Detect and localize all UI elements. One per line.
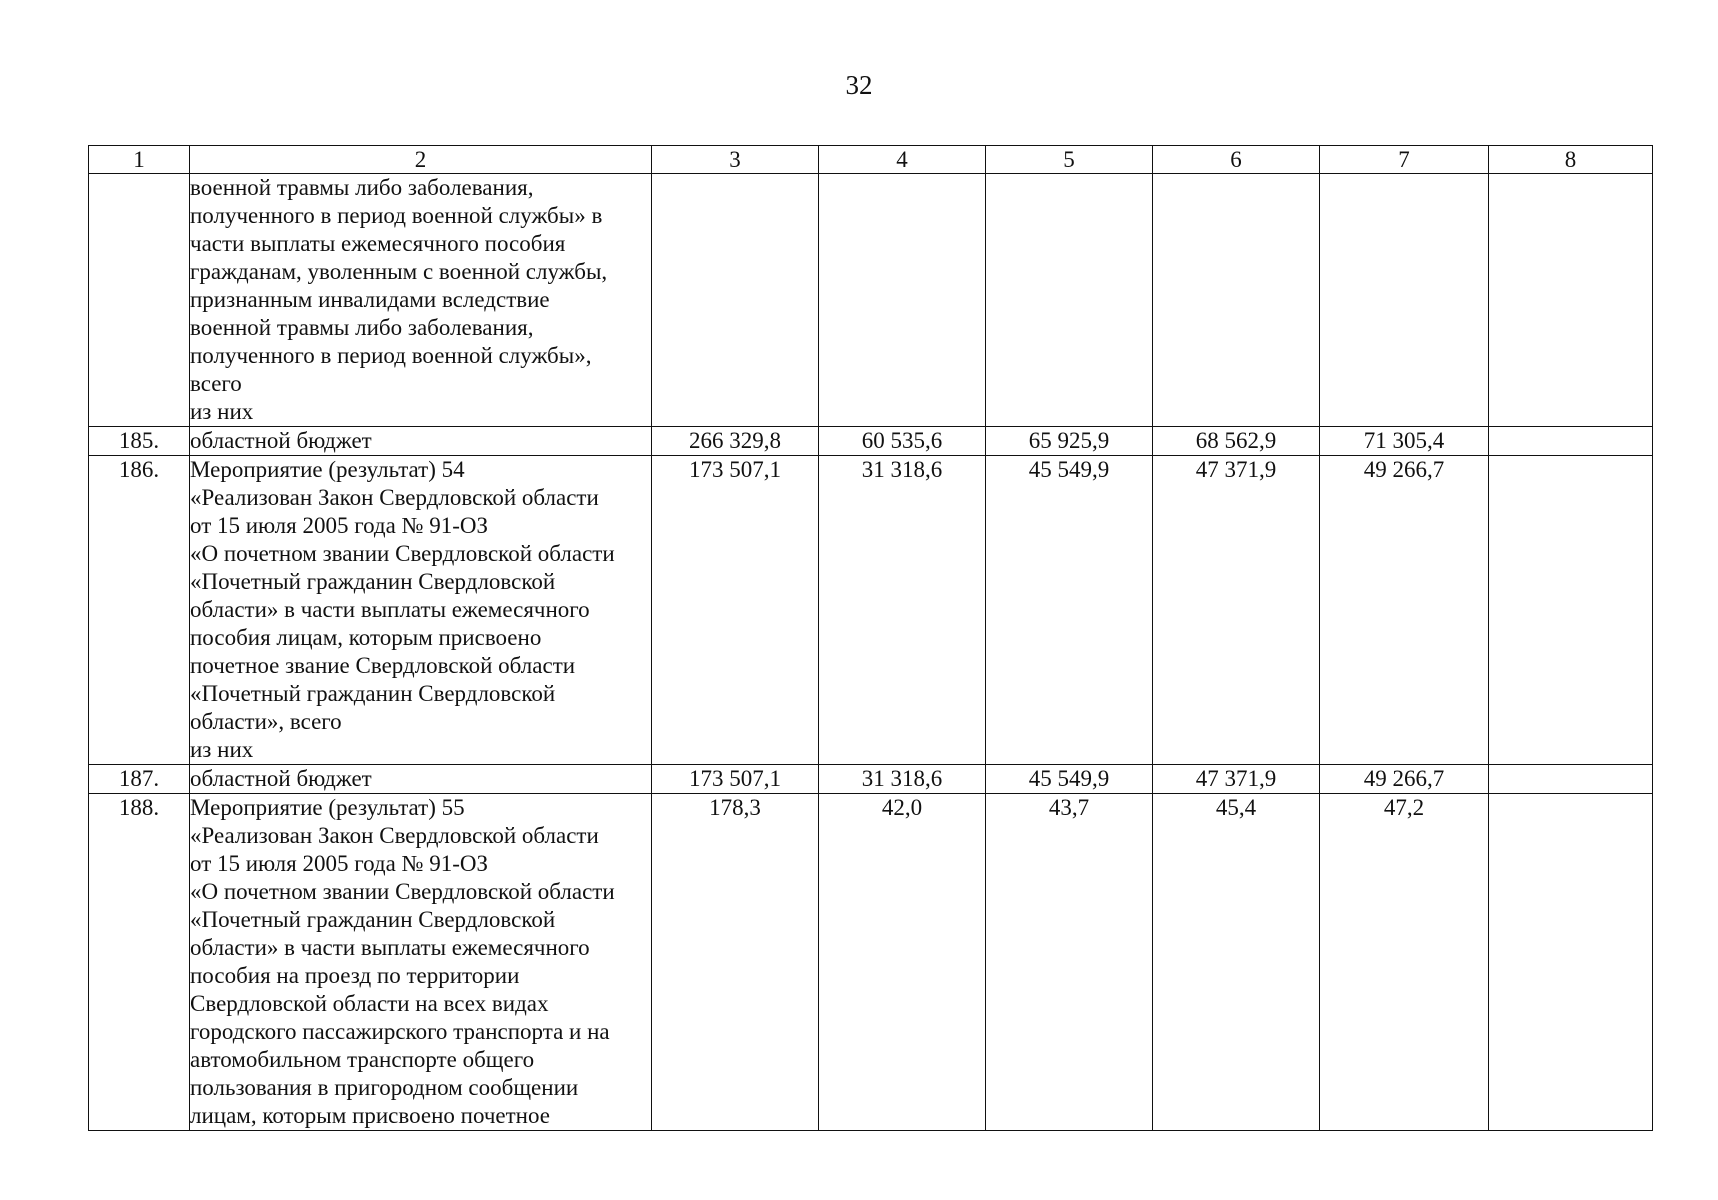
value-cell-col-5: 45 549,9 xyxy=(986,765,1153,794)
value-cell-col-8 xyxy=(1489,794,1653,1131)
value-cell-col-4: 31 318,6 xyxy=(819,765,986,794)
description-line: от 15 июля 2005 года № 91-ОЗ xyxy=(190,513,489,538)
value-cell-col-6: 68 562,9 xyxy=(1153,427,1320,456)
page-number: 32 xyxy=(845,70,873,100)
value-cell-col-3: 173 507,1 xyxy=(652,765,819,794)
value-cell-col-5: 43,7 xyxy=(986,794,1153,1131)
row-number-cell: 188. xyxy=(89,794,190,1131)
description-cell xyxy=(190,174,652,427)
row-number-cell xyxy=(89,174,190,427)
column-number-row xyxy=(89,146,1653,174)
column-header: 4 xyxy=(819,146,986,174)
description-line: военной травмы либо заболевания, xyxy=(190,175,534,200)
value-cell-col-6: 45,4 xyxy=(1153,794,1320,1131)
description-line: «Почетный гражданин Свердловской xyxy=(190,907,556,932)
column-header: 2 xyxy=(190,146,652,174)
value-cell-col-3: 173 507,1 xyxy=(652,456,819,765)
description-line: военной травмы либо заболевания, xyxy=(190,315,534,340)
value-cell-col-7: 47,2 xyxy=(1320,794,1489,1131)
value-cell-col-8 xyxy=(1489,427,1653,456)
description-line: «О почетном звании Свердловской области xyxy=(190,541,615,566)
description-line: почетное звание Свердловской области xyxy=(190,653,576,678)
description-line: Мероприятие (результат) 54 xyxy=(190,457,465,482)
description-line: из них xyxy=(190,399,254,424)
table-row xyxy=(89,427,1653,456)
value-cell-col-8 xyxy=(1489,174,1653,427)
value-cell-col-8 xyxy=(1489,456,1653,765)
value-cell-col-3 xyxy=(652,174,819,427)
value-cell-col-3: 178,3 xyxy=(652,794,819,1131)
description-line: лицам, которым присвоено почетное xyxy=(190,1103,550,1128)
description-cell xyxy=(190,794,652,1131)
description-line: области» в части выплаты ежемесячного xyxy=(190,935,590,960)
description-line: полученного в период военной службы», xyxy=(190,343,592,368)
description-line: из них xyxy=(190,737,254,762)
value-cell-col-4: 31 318,6 xyxy=(819,456,986,765)
description-line: полученного в период военной службы» в xyxy=(190,203,603,228)
description-cell xyxy=(190,427,652,456)
row-number-cell: 187. xyxy=(89,765,190,794)
column-header: 8 xyxy=(1489,146,1653,174)
description-line: признанным инвалидами вследствие xyxy=(190,287,550,312)
description-line: областной бюджет xyxy=(190,428,372,453)
column-header: 7 xyxy=(1320,146,1489,174)
column-header: 3 xyxy=(652,146,819,174)
value-cell-col-8 xyxy=(1489,765,1653,794)
description-line: пособия на проезд по территории xyxy=(190,963,520,988)
description-line: области», всего xyxy=(190,709,342,734)
value-cell-col-3: 266 329,8 xyxy=(652,427,819,456)
table-row xyxy=(89,174,1653,427)
value-cell-col-7 xyxy=(1320,174,1489,427)
column-header: 6 xyxy=(1153,146,1320,174)
table-row xyxy=(89,794,1653,1131)
table-body xyxy=(89,174,1653,1131)
description-line: «Реализован Закон Свердловской области xyxy=(190,485,599,510)
description-line: Мероприятие (результат) 55 xyxy=(190,795,465,820)
budget-table xyxy=(88,145,1653,1131)
description-line: пользования в пригородном сообщении xyxy=(190,1075,579,1100)
value-cell-col-6: 47 371,9 xyxy=(1153,456,1320,765)
value-cell-col-5: 65 925,9 xyxy=(986,427,1153,456)
column-header: 1 xyxy=(89,146,190,174)
description-line: «Почетный гражданин Свердловской xyxy=(190,569,556,594)
value-cell-col-7: 71 305,4 xyxy=(1320,427,1489,456)
value-cell-col-7: 49 266,7 xyxy=(1320,765,1489,794)
description-line: городского пассажирского транспорта и на xyxy=(190,1019,610,1044)
description-line: пособия лицам, которым присвоено xyxy=(190,625,542,650)
value-cell-col-5 xyxy=(986,174,1153,427)
description-cell xyxy=(190,765,652,794)
description-line: всего xyxy=(190,371,242,396)
value-cell-col-4: 42,0 xyxy=(819,794,986,1131)
table-row xyxy=(89,765,1653,794)
description-line: «Реализован Закон Свердловской области xyxy=(190,823,599,848)
row-number-cell: 185. xyxy=(89,427,190,456)
value-cell-col-5: 45 549,9 xyxy=(986,456,1153,765)
value-cell-col-6 xyxy=(1153,174,1320,427)
description-line: областной бюджет xyxy=(190,766,372,791)
description-line: части выплаты ежемесячного пособия xyxy=(190,231,566,256)
value-cell-col-4 xyxy=(819,174,986,427)
description-line: области» в части выплаты ежемесячного xyxy=(190,597,590,622)
row-number-cell: 186. xyxy=(89,456,190,765)
column-header: 5 xyxy=(986,146,1153,174)
description-cell xyxy=(190,456,652,765)
description-line: «Почетный гражданин Свердловской xyxy=(190,681,556,706)
description-line: от 15 июля 2005 года № 91-ОЗ xyxy=(190,851,489,876)
description-line: гражданам, уволенным с военной службы, xyxy=(190,259,608,284)
table-row xyxy=(89,456,1653,765)
value-cell-col-7: 49 266,7 xyxy=(1320,456,1489,765)
value-cell-col-4: 60 535,6 xyxy=(819,427,986,456)
description-line: Свердловской области на всех видах xyxy=(190,991,549,1016)
value-cell-col-6: 47 371,9 xyxy=(1153,765,1320,794)
description-line: автомобильном транспорте общего xyxy=(190,1047,535,1072)
description-line: «О почетном звании Свердловской области xyxy=(190,879,615,904)
